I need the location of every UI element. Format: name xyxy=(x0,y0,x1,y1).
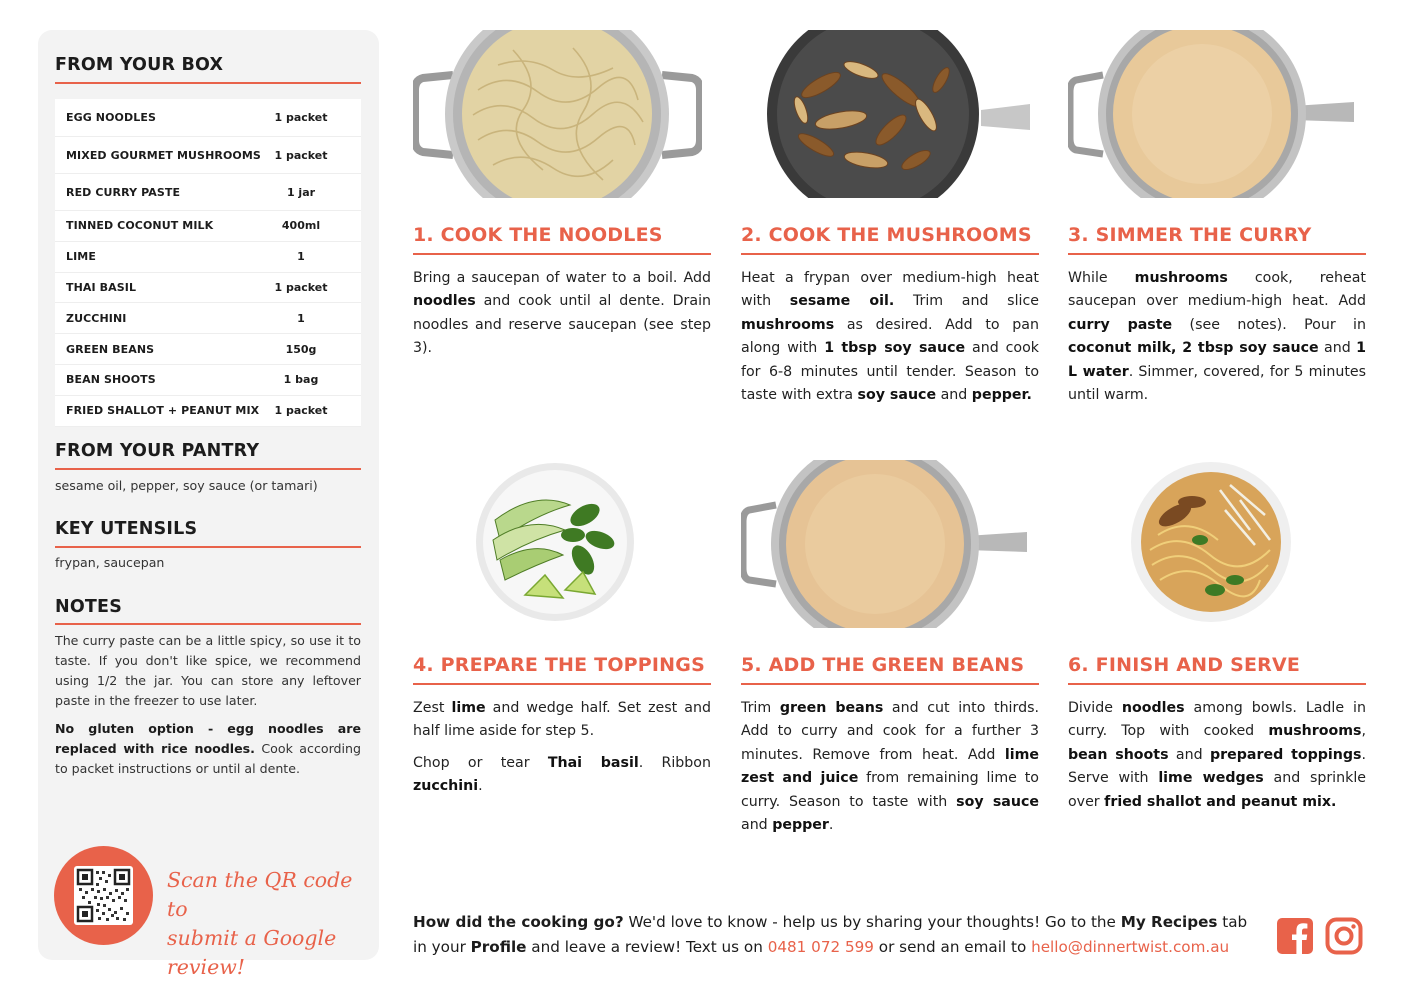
ingredient-highlight: prepared toppings xyxy=(1209,746,1362,763)
ingredient-highlight: coconut milk, 2 tbsp soy sauce xyxy=(1068,340,1319,357)
step-divider xyxy=(741,253,1039,255)
my-recipes-link[interactable]: My Recipes xyxy=(1120,913,1218,931)
review-text: and leave a review! Text us on xyxy=(526,938,768,956)
instruction-text: and xyxy=(1318,340,1357,357)
ingredient-quantity: 400ml xyxy=(281,219,321,233)
ingredient-highlight: lime xyxy=(451,700,486,716)
ingredient-highlight: pepper. xyxy=(971,387,1032,404)
from-your-pantry-heading: FROM YOUR PANTRY xyxy=(55,441,260,461)
ingredient-name: ZUCCHINI xyxy=(66,311,127,325)
ingredient-highlight: bean shoots xyxy=(1068,746,1169,763)
ingredient-quantity: 1 bag xyxy=(283,373,319,387)
ingredient-highlight: mushrooms xyxy=(1134,270,1228,286)
step-6-title: 6. FINISH AND SERVE xyxy=(1068,654,1301,676)
ingredient-quantity: 1 packet xyxy=(274,404,328,418)
instruction-text: Trim xyxy=(741,700,780,716)
ingredient-name: BEAN SHOOTS xyxy=(66,373,156,387)
ingredient-name: GREEN BEANS xyxy=(66,342,155,356)
gluten-note-rest: Cook according to packet instructions or until al dente. xyxy=(55,741,361,776)
instruction-text: as desired. Add to pan along with xyxy=(741,316,1039,357)
ingredient-highlight: noodles xyxy=(413,293,476,310)
ingredient-highlight: lime zest and juice xyxy=(741,746,1039,787)
qr-code[interactable] xyxy=(74,866,133,925)
ingredient-row xyxy=(55,174,361,211)
key-utensils-heading: KEY UTENSILS xyxy=(55,519,198,539)
step-4-instructions xyxy=(413,697,711,799)
ingredient-row xyxy=(55,242,361,273)
ingredients-sidebar xyxy=(38,30,379,979)
qr-badge xyxy=(54,846,153,945)
from-your-box-heading: FROM YOUR BOX xyxy=(55,55,224,75)
instruction-text: and xyxy=(936,387,972,404)
ingredient-quantity: 1 xyxy=(297,250,305,264)
serving-bowl-image xyxy=(1130,460,1293,625)
instruction-text: and cook until al dente. Drain noodles and reserve saucepan (see step 3). xyxy=(413,293,711,357)
ingredient-quantity: 1 xyxy=(297,311,305,325)
pantry-text: sesame oil, pepper, soy sauce (or tamari) xyxy=(55,478,318,493)
ingredient-name: THAI BASIL xyxy=(66,280,137,294)
ingredient-highlight: fried shallot and peanut mix. xyxy=(1104,793,1337,810)
instruction-paragraph xyxy=(413,267,711,361)
step-divider xyxy=(1068,683,1366,685)
email-link[interactable]: hello@dinnertwist.com.au xyxy=(1031,938,1230,956)
ingredient-quantity: 1 jar xyxy=(286,185,316,199)
review-prompt xyxy=(413,910,1263,960)
step-divider xyxy=(413,683,711,685)
instruction-text: and cook for 6-8 minutes until tender. Season to taste with extra xyxy=(741,340,1039,404)
step-3-instructions xyxy=(1068,267,1366,407)
ingredient-quantity: 150g xyxy=(285,342,317,356)
ingredient-name: LIME xyxy=(66,250,96,264)
ingredient-highlight: Thai basil xyxy=(547,754,639,771)
ingredient-quantity: 1 packet xyxy=(274,148,328,162)
step-2-title: 2. COOK THE MUSHROOMS xyxy=(741,224,1032,246)
ingredient-row xyxy=(55,334,361,365)
instruction-text: . Simmer, covered, for 5 minutes until warm. xyxy=(1068,363,1366,404)
notes-heading: NOTES xyxy=(55,597,123,617)
ingredient-highlight: green beans xyxy=(779,700,884,716)
ingredient-name: EGG NOODLES xyxy=(66,111,156,124)
step-5-instructions xyxy=(741,697,1039,837)
heading-divider xyxy=(55,546,361,548)
instruction-text: and wedge half. Set zest and half lime aside for step 5. xyxy=(413,700,711,740)
ingredient-quantity: 1 packet xyxy=(274,111,328,124)
qr-code-icon xyxy=(74,866,133,925)
ingredient-highlight: zucchini xyxy=(413,778,479,795)
ingredient-row xyxy=(55,273,361,304)
ingredient-highlight: sesame oil. xyxy=(789,293,895,310)
instruction-text: and cut into thirds. Add to curry and cook for a further 3 minutes. Remove from heat. Add xyxy=(741,700,1039,763)
ingredient-quantity: 1 packet xyxy=(274,280,328,294)
instruction-text: . xyxy=(478,778,483,795)
ingredient-row xyxy=(55,396,361,427)
instruction-paragraph xyxy=(741,267,1039,407)
instruction-text: While xyxy=(1068,270,1135,286)
instruction-text: from remaining lime to curry. Season to taste with xyxy=(741,770,1039,810)
step-divider xyxy=(1068,253,1366,255)
step-3-title: 3. SIMMER THE CURRY xyxy=(1068,224,1312,246)
utensils-text: frypan, saucepan xyxy=(55,555,165,570)
instruction-text: Divide xyxy=(1068,700,1122,716)
ingredient-row xyxy=(55,211,361,242)
instruction-text: . Serve with xyxy=(1068,746,1366,787)
instruction-text: . xyxy=(828,817,834,834)
instruction-text: cook, reheat saucepan over medium-high heat. Add xyxy=(1068,270,1366,310)
curry-saucepan-image xyxy=(1068,30,1357,198)
step-divider xyxy=(413,253,711,255)
phone-link[interactable]: 0481 072 599 xyxy=(767,938,874,956)
qr-caption xyxy=(167,866,367,982)
profile-link[interactable]: Profile xyxy=(470,938,527,956)
heading-divider xyxy=(55,468,361,470)
instruction-text: (see notes). Pour in xyxy=(1172,316,1366,333)
ingredients-table xyxy=(55,99,361,427)
instruction-text: Trim and slice xyxy=(894,293,1039,310)
ingredient-highlight: soy sauce xyxy=(956,793,1039,810)
instruction-paragraph xyxy=(1068,267,1366,407)
instruction-paragraph xyxy=(413,752,711,799)
review-text: or send an email to xyxy=(873,938,1032,956)
instruction-text: Chop or tear xyxy=(413,754,548,771)
qr-caption-line1: Scan the QR code to xyxy=(167,868,353,921)
ingredient-highlight: soy sauce xyxy=(857,387,937,404)
ingredient-highlight: lime wedges xyxy=(1158,770,1264,787)
ingredient-highlight: 1 L water xyxy=(1068,340,1366,380)
ingredient-row xyxy=(55,99,361,137)
instruction-text: . Ribbon xyxy=(638,754,711,771)
step-1-instructions xyxy=(413,267,711,361)
ingredient-name: MIXED GOURMET MUSHROOMS xyxy=(66,148,261,162)
ingredient-highlight: 1 tbsp soy sauce xyxy=(824,340,966,357)
instruction-text: , xyxy=(1361,723,1366,740)
ingredient-row xyxy=(55,365,361,396)
instruction-paragraph xyxy=(741,697,1039,837)
heading-divider xyxy=(55,82,361,84)
gluten-note xyxy=(55,719,361,779)
instruction-paragraph xyxy=(413,697,711,744)
qr-caption-line2: submit a Google review! xyxy=(167,926,337,979)
review-question: How did the cooking go? xyxy=(413,913,624,931)
ingredient-row xyxy=(55,303,361,334)
ingredient-name: FRIED SHALLOT + PEANUT MIX xyxy=(66,404,260,418)
instruction-paragraph xyxy=(1068,697,1366,814)
review-text: tab in your xyxy=(413,913,1248,956)
ingredient-name: TINNED COCONUT MILK xyxy=(66,219,214,233)
curry-saucepan-image xyxy=(741,460,1030,628)
ingredient-highlight: mushrooms xyxy=(741,316,835,333)
step-2-instructions xyxy=(741,267,1039,407)
heading-divider xyxy=(55,623,361,625)
toppings-plate-image xyxy=(475,460,636,625)
noodles-colander-image xyxy=(413,30,702,198)
instruction-text: and xyxy=(1168,746,1210,763)
instruction-text: Heat a frypan over medium-high heat with xyxy=(741,270,1039,310)
instagram-icon[interactable] xyxy=(1325,917,1363,955)
ingredient-highlight: pepper xyxy=(772,817,829,834)
step-divider xyxy=(741,683,1039,685)
ingredient-highlight: noodles xyxy=(1121,700,1185,716)
step-5-title: 5. ADD THE GREEN BEANS xyxy=(741,654,1025,676)
step-1-title: 1. COOK THE NOODLES xyxy=(413,224,663,246)
instruction-text: Bring a saucepan of water to a boil. Add xyxy=(413,270,711,286)
step-6-instructions xyxy=(1068,697,1366,814)
instruction-text: Zest xyxy=(413,700,452,716)
ingredient-highlight: curry paste xyxy=(1068,316,1173,333)
mushrooms-frypan-image xyxy=(741,30,1030,198)
step-4-title: 4. PREPARE THE TOPPINGS xyxy=(413,654,705,676)
instruction-text: among bowls. Ladle in curry. Top with cooked xyxy=(1068,700,1366,740)
ingredient-highlight: mushrooms xyxy=(1268,723,1362,740)
ingredient-row xyxy=(55,137,361,174)
instruction-text: and xyxy=(741,817,773,834)
ingredient-name: RED CURRY PASTE xyxy=(66,185,181,199)
instruction-text: and sprinkle over xyxy=(1068,770,1367,810)
facebook-icon[interactable] xyxy=(1276,917,1314,955)
review-text: We'd love to know - help us by sharing your thoughts! Go to the xyxy=(623,913,1121,931)
notes-paragraph: The curry paste can be a little spicy, so use it to taste. If you don't like spice, we recommend using 1/2 the jar. You can store any leftover paste in the freezer to use later. xyxy=(55,633,361,708)
gluten-note-bold: No gluten option - egg noodles are replaced with rice noodles. xyxy=(55,721,361,756)
